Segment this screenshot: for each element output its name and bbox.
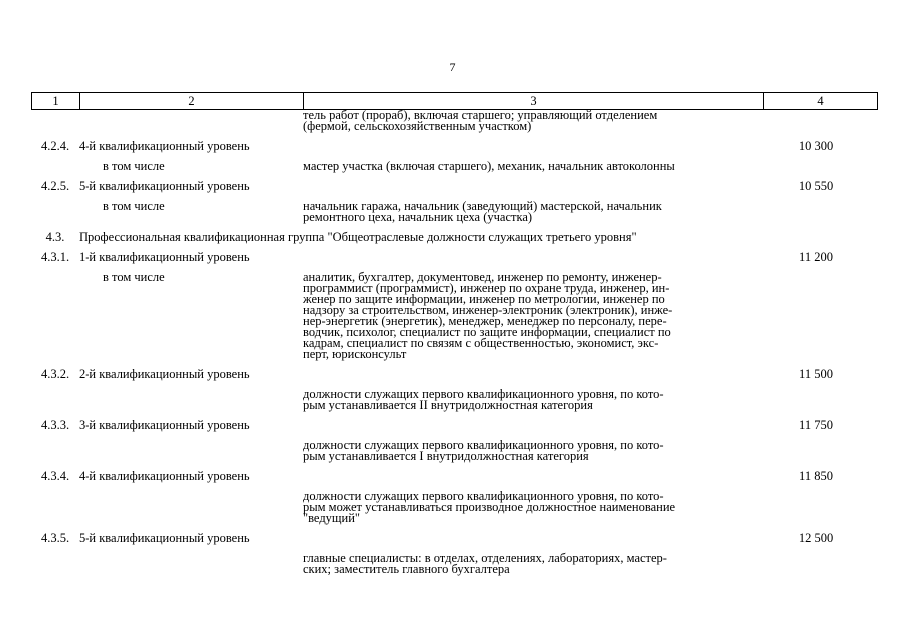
row-name: 5-й квалификационный уровень: [79, 531, 250, 545]
row-salary: 11 500: [799, 367, 833, 381]
row-name: в том числе: [103, 159, 165, 173]
description-line: рым может устанавливаться производное должностное наименование: [303, 500, 676, 514]
row-number: [31, 440, 79, 462]
row-name: 4-й квалификационный уровень: [79, 469, 250, 483]
row-number: 4.2.5.: [40, 179, 70, 193]
row-salary: [755, 440, 877, 462]
description-line: "ведущий": [303, 511, 361, 525]
row-number: 4.3.2.: [40, 367, 70, 381]
table-row: [31, 161, 877, 172]
table-row: [31, 389, 877, 411]
row-number: [31, 201, 79, 223]
description-line: женер по защите информации, инженер по метрологии, инженер по: [303, 292, 665, 306]
row-salary: [755, 272, 877, 360]
row-description: [303, 553, 755, 575]
description-line: рым устанавливается I внутридолжностная категория: [303, 449, 589, 463]
row-salary: [755, 491, 877, 524]
row-name: 4-й квалификационный уровень: [79, 139, 250, 153]
description-line: перт, юрисконсульт: [303, 347, 407, 361]
description-line: нер-энергетик (энергетик), менеджер, менеджер по персоналу, пере-: [303, 314, 667, 328]
description-line: главные специалисты: в отделах, отделениях, лабораториях, мастер-: [303, 551, 667, 565]
row-number: 4.3.4.: [40, 469, 70, 483]
table-row: [31, 369, 877, 380]
row-description: [303, 252, 755, 263]
header-col-3: 3: [304, 93, 764, 110]
row-number: [31, 553, 79, 575]
row-name: Профессиональная квалификационная группа "Общеотраслевые должности служащих третьего уровня": [79, 230, 637, 244]
row-number: 4.3.3.: [40, 418, 70, 432]
description-line: ских; заместитель главного бухгалтера: [303, 562, 510, 576]
table-row: [31, 272, 877, 360]
row-salary: 12 500: [798, 531, 834, 545]
row-name: [79, 389, 303, 411]
row-number: 4.3.5.: [40, 531, 70, 545]
row-number: [31, 389, 79, 411]
row-salary: [755, 110, 877, 132]
row-description: [303, 181, 755, 192]
row-name: [79, 440, 303, 462]
row-name: 3-й квалификационный уровень: [79, 418, 250, 432]
table-row: [31, 181, 877, 192]
description-line: надзору за строительством, инженер-электроник (электроник), инже-: [303, 303, 673, 317]
description-line: начальник гаража, начальник (заведующий) мастерской, начальник: [303, 199, 662, 213]
table-row: [31, 491, 877, 524]
table-row: [31, 440, 877, 462]
row-salary: [755, 161, 877, 172]
description-line: тель работ (прораб), включая старшего; управляющий отделением: [303, 108, 658, 122]
row-salary: [755, 389, 877, 411]
table-row: [31, 201, 877, 223]
row-description: [303, 440, 755, 462]
description-line: рым устанавливается II внутридолжностная категория: [303, 398, 593, 412]
row-description: [303, 141, 755, 152]
row-name: в том числе: [103, 270, 165, 284]
description-line: (фермой, сельскохозяйственным участком): [303, 119, 532, 133]
row-description: [303, 491, 755, 524]
table-row: [31, 141, 877, 152]
row-number: 4.2.4.: [40, 139, 70, 153]
row-name: [79, 491, 303, 524]
description-line: мастер участка (включая старшего), механик, начальник автоколонны: [303, 159, 675, 173]
table-body: [31, 110, 877, 575]
header-col-1: 1: [32, 93, 80, 110]
description-line: кадрам, специалист по связям с общественностью, экономист, экс-: [303, 336, 659, 350]
header-col-4: 4: [764, 93, 878, 110]
page-number: 7: [449, 60, 456, 74]
row-salary: 11 850: [799, 469, 833, 483]
row-description: [303, 533, 755, 544]
row-name: 2-й квалификационный уровень: [79, 367, 250, 381]
row-number: [31, 491, 79, 524]
row-number: [31, 110, 79, 132]
description-line: программист (программист), инженер по охране труда, инженер, ин-: [303, 281, 670, 295]
row-number: [31, 272, 79, 360]
row-salary: 11 750: [799, 418, 833, 432]
row-description: [303, 232, 755, 243]
row-name: 1-й квалификационный уровень: [79, 250, 250, 264]
row-salary: [755, 553, 877, 575]
row-number: 4.3.1.: [40, 250, 70, 264]
row-salary: 10 300: [798, 139, 834, 153]
row-salary: [755, 232, 877, 243]
row-description: [303, 161, 755, 172]
row-salary: 10 550: [798, 179, 834, 193]
table-row: [31, 553, 877, 575]
row-salary: 11 200: [799, 250, 833, 264]
row-description: [303, 201, 755, 223]
row-name: [79, 110, 303, 132]
row-description: [303, 369, 755, 380]
table-row: [31, 533, 877, 544]
header-col-2: 2: [80, 93, 304, 110]
row-name: в том числе: [103, 199, 165, 213]
row-description: [303, 471, 755, 482]
row-name: 5-й квалификационный уровень: [79, 179, 250, 193]
table-row: [31, 471, 877, 482]
description-line: должности служащих первого квалификационного уровня, по кото-: [303, 489, 664, 503]
row-description: [303, 420, 755, 431]
table-row: [31, 110, 877, 132]
table-row: [31, 252, 877, 263]
row-number: 4.3.: [45, 230, 65, 244]
description-line: ремонтного цеха, начальник цеха (участка): [303, 210, 533, 224]
description-line: должности служащих первого квалификационного уровня, по кото-: [303, 387, 664, 401]
table-row: [31, 420, 877, 431]
row-name: [79, 553, 303, 575]
row-description: [303, 110, 755, 132]
description-line: должности служащих первого квалификационного уровня, по кото-: [303, 438, 664, 452]
row-salary: [755, 201, 877, 223]
row-description: [303, 389, 755, 411]
row-description: [303, 272, 755, 360]
row-number: [31, 161, 79, 172]
table-row: [31, 232, 877, 243]
description-line: аналитик, бухгалтер, документовед, инженер по ремонту, инженер-: [303, 270, 662, 284]
description-line: водчик, психолог, специалист по защите информации, специалист по: [303, 325, 671, 339]
